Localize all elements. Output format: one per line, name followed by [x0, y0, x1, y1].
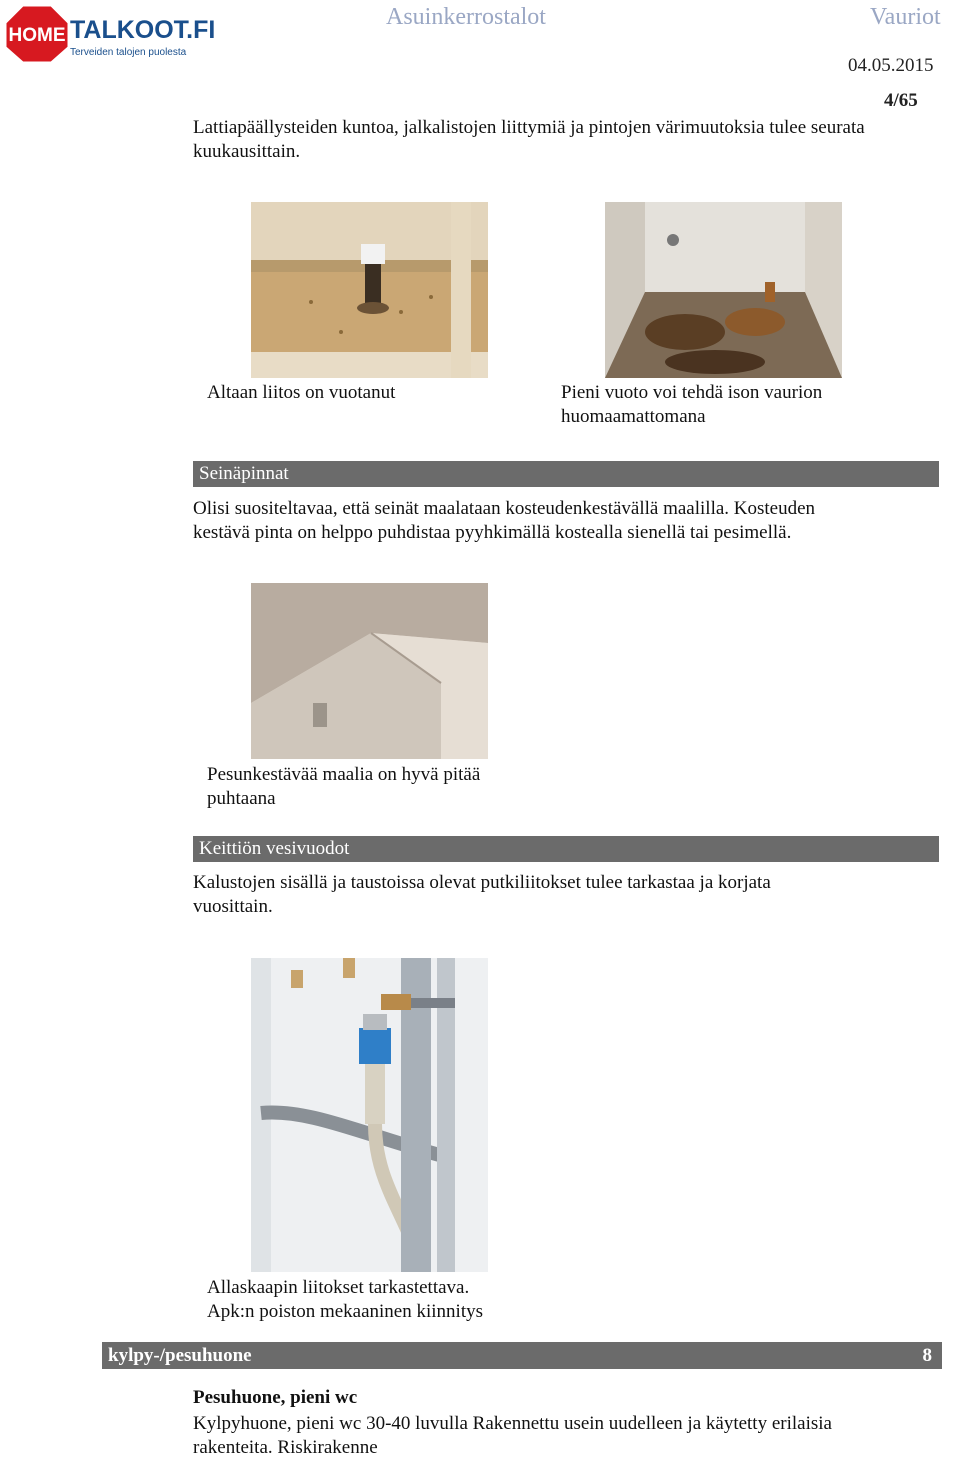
walls-text-line1: Olisi suositeltavaa, että seinät maalataan kosteudenkestävällä maalilla. Kosteuden [193, 498, 816, 519]
walls-caption-line2: puhtaana [207, 788, 276, 809]
intro-paragraph: Lattiapäällysteiden kuntoa, jalkalistojen liittymiä ja pintojen värimuutoksia tulee seurata kuukausittain. [193, 117, 865, 162]
chapter-number: 8 [922, 1345, 932, 1366]
header-title-left: Asuinkerrostalot [386, 4, 546, 30]
walls-caption-line1: Pesunkestävää maalia on hyvä pitää [207, 764, 481, 785]
photo-water-damage-floor [605, 202, 842, 378]
photo-painted-wall-corner [251, 583, 488, 759]
chapter-label: kylpy-/pesuhuone [108, 1345, 252, 1366]
hometalkoot-logo [6, 4, 216, 62]
header-date: 04.05.2015 [848, 55, 934, 76]
bathroom-text-line1: Kylpyhuone, pieni wc 30-40 luvulla Rakennettu usein uudelleen ja käytetty erilaisia [193, 1413, 832, 1434]
svg-text:HOME: HOME [8, 25, 66, 46]
photo-caption-basin: Altaan liitos on vuotanut [207, 382, 396, 403]
kitchen-text-line2: vuosittain. [193, 896, 273, 917]
chapter-bar [102, 1342, 942, 1369]
bathroom-heading: Pesuhuone, pieni wc [193, 1387, 358, 1408]
photo-caption-leak-line1: Pieni vuoto voi tehdä ison vaurion [561, 382, 823, 403]
bathroom-text-line2: rakenteita. Riskirakenne [193, 1437, 378, 1458]
svg-text:Terveiden talojen puolesta: Terveiden talojen puolesta [70, 47, 187, 58]
section-heading-kitchen: Keittiön vesivuodot [193, 836, 939, 862]
photo-basin-joint [251, 202, 488, 378]
photo-sink-cabinet-pipes [251, 958, 488, 1272]
svg-text:TALKOOT.FI: TALKOOT.FI [70, 16, 216, 44]
kitchen-caption-line2: Apk:n poiston mekaaninen kiinnitys [207, 1301, 484, 1322]
kitchen-caption-line1: Allaskaapin liitokset tarkastettava. [207, 1277, 470, 1298]
section-heading-walls: Seinäpinnat [193, 461, 939, 487]
walls-text-line2: kestävä pinta on helppo puhdistaa pyyhkimällä kostealla sienellä tai pesimellä. [193, 522, 792, 543]
photo-caption-leak-line2: huomaamattomana [561, 406, 706, 427]
header-title-right: Vauriot [870, 4, 941, 30]
page-number: 4/65 [884, 90, 918, 111]
kitchen-text-line1: Kalustojen sisällä ja taustoissa olevat putkiliitokset tulee tarkastaa ja korjata [193, 872, 771, 893]
